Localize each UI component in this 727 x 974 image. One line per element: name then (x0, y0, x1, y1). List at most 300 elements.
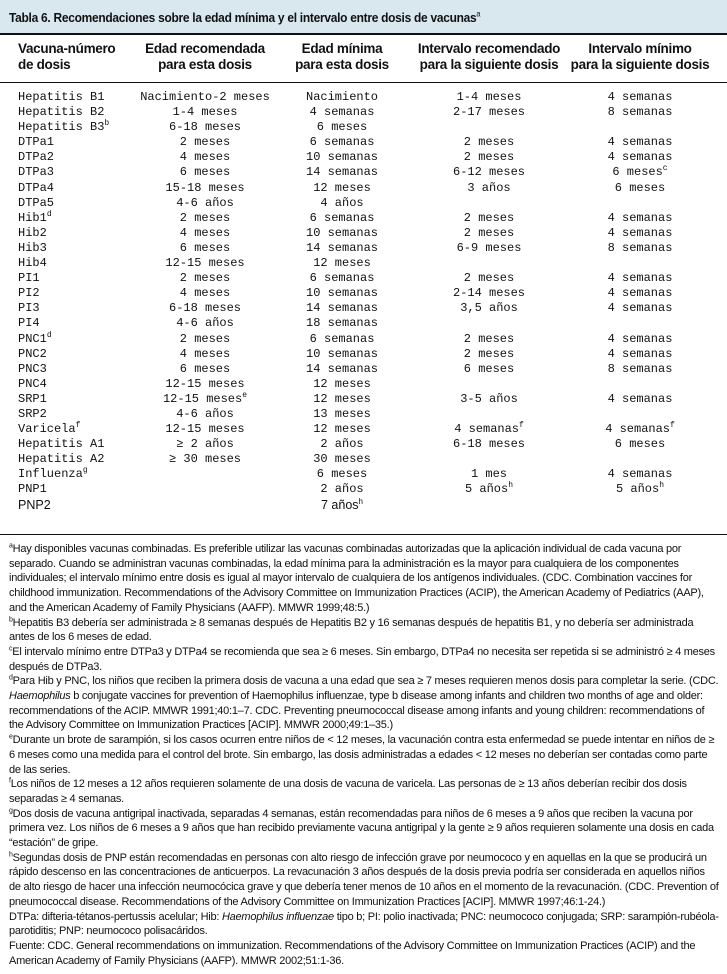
table-row (0, 196, 727, 211)
table-cell (18, 467, 88, 482)
cell-text: ≥ 2 años (176, 437, 234, 452)
cell-text: DTPa2 (18, 150, 55, 165)
cell-text: 10 semanas (305, 225, 379, 240)
table-cell (471, 467, 507, 482)
table-cell (18, 135, 54, 150)
table-cell (464, 226, 514, 241)
cell-text: PNC3 (18, 361, 47, 376)
table-cell (306, 226, 378, 241)
cell-text: 12-15 meses (162, 391, 243, 406)
table-row (0, 452, 727, 467)
table-cell (18, 422, 80, 437)
cell-text: 4 semanas (309, 105, 375, 120)
cell-text: Nacimiento-2 meses (140, 90, 270, 104)
table-row (0, 377, 727, 392)
table-cell (18, 105, 104, 120)
cell-text: Varicela (18, 422, 76, 437)
cell-text: 12 meses (313, 376, 371, 391)
table-cell (18, 332, 52, 347)
table-cell (306, 90, 378, 105)
footnote (9, 777, 719, 806)
table-cell (453, 105, 525, 120)
table-cell (453, 437, 525, 452)
table-row (0, 256, 727, 271)
cell-text: Hib3 (18, 240, 47, 255)
table-cell (460, 301, 518, 316)
table-cell (608, 211, 673, 226)
cell-text: Hepatitis B2 (18, 105, 105, 120)
cell-text: 3 años (467, 180, 511, 195)
table-cell (464, 135, 514, 150)
table-cell (608, 332, 673, 347)
cell-text: 2 meses (463, 210, 515, 225)
table-cell (18, 165, 54, 180)
cell-text: 6 meses (179, 361, 231, 376)
cell-text: 6 meses (463, 361, 515, 376)
footnote-marker: d (46, 330, 52, 340)
footnote-text: DTPa: difteria-tétanos-pertussis acelular; Hib: (9, 910, 222, 923)
cell-text: 4 semanas (607, 135, 673, 150)
footnote (9, 910, 719, 939)
table-cell (306, 286, 378, 301)
table-cell (18, 286, 40, 301)
table-row (0, 150, 727, 165)
table-cell (18, 226, 47, 241)
title-footnote-marker: a (476, 9, 481, 19)
footnote-marker: h (358, 496, 363, 506)
table-cell (313, 392, 371, 407)
footnote-marker: d (9, 674, 13, 682)
table-row (0, 241, 727, 256)
table-cell (608, 467, 673, 482)
table-cell (612, 165, 667, 180)
table-row (0, 467, 727, 482)
cell-text: Hib2 (18, 225, 47, 240)
cell-text: 8 semanas (607, 105, 673, 120)
cell-text: 2 meses (463, 150, 515, 165)
footnote-marker: f (9, 777, 11, 785)
cell-text: 2 meses (463, 271, 515, 286)
cell-text: 12-15 meses (165, 376, 245, 391)
footnote (9, 645, 719, 674)
table-cell (18, 437, 104, 452)
table-cell (18, 362, 47, 377)
table-cell (18, 271, 40, 286)
table-cell (18, 196, 54, 211)
footnote (9, 807, 719, 851)
table-cell (321, 498, 363, 513)
cell-text: 4 semanas (607, 346, 673, 361)
table-row (0, 362, 727, 377)
cell-text: Hib4 (18, 256, 47, 271)
header-line: para esta dosis (295, 57, 389, 72)
footnote-marker: e (242, 390, 248, 400)
table-row (0, 90, 727, 105)
header-line: Intervalo mínimo (588, 41, 692, 56)
header-line: para la siguiente dosis (419, 57, 559, 72)
cell-text: 1-4 meses (172, 105, 238, 120)
table-cell (464, 332, 514, 347)
cell-text: 6 semanas (309, 331, 375, 346)
cell-text: DTPa4 (18, 180, 55, 195)
header-line: Edad mínima (301, 41, 383, 56)
table-cell (465, 482, 513, 497)
cell-text: 2-17 meses (452, 105, 526, 120)
table-cell (18, 482, 47, 497)
table-body (0, 90, 727, 513)
header-line: de dosis (18, 57, 71, 72)
footnote-marker: h (9, 851, 13, 859)
table-cell (616, 482, 664, 497)
cell-text: 2 meses (463, 225, 515, 240)
table-cell (310, 211, 375, 226)
header-divider (0, 82, 727, 83)
table-cell (313, 377, 371, 392)
table-cell (306, 347, 378, 362)
cell-text: 6 meses (179, 240, 231, 255)
table-row (0, 211, 727, 226)
cell-text: 6 meses (179, 165, 231, 180)
header-line: para esta dosis (158, 57, 252, 72)
footnote (9, 616, 719, 645)
table-cell (180, 150, 230, 165)
table-cell (18, 301, 40, 316)
table-cell (608, 286, 673, 301)
table-cell (180, 271, 230, 286)
cell-text: 8 semanas (607, 361, 673, 376)
table-cell (180, 286, 230, 301)
cell-text: 2 meses (463, 346, 515, 361)
cell-text: 14 semanas (305, 361, 379, 376)
table-row (0, 407, 727, 422)
footnote-text: tipo b; PI: polio inactivada; PNC: neumococo conjugada; SRP: sarampión-rubéola-parotiditis; PNP: neumococo polisacáridos. (9, 910, 719, 938)
table-cell (18, 256, 47, 271)
footnote-text: Hepatitis B3 debería ser administrada ≥ 8 semanas después de Hepatitis B2 y 16 semanas después de hepatitis B1, y no debería ser administrada antes de los 6 meses de edad. (9, 616, 694, 644)
table-cell (453, 165, 525, 180)
table-cell (180, 211, 230, 226)
table-row (0, 301, 727, 316)
table-row (0, 120, 727, 135)
cell-text: 6 meses (614, 180, 666, 195)
header-line: Vacuna-número (18, 41, 116, 56)
cell-text: Nacimiento (305, 90, 379, 104)
cell-text: DTPa5 (18, 195, 55, 210)
cell-text: 6-12 meses (452, 165, 526, 180)
cell-text: Hepatitis B1 (18, 90, 105, 104)
table-row (0, 498, 727, 513)
table-cell (608, 150, 673, 165)
header-edad-recomendada (145, 41, 265, 81)
cell-text: 2 años (320, 437, 364, 452)
table-cell (457, 241, 522, 256)
table-cell (313, 422, 371, 437)
cell-text: 6 semanas (309, 135, 375, 150)
table-cell (165, 377, 244, 392)
table-cell (18, 452, 104, 467)
table-cell (608, 392, 673, 407)
cell-text: 14 semanas (305, 301, 379, 316)
cell-text: 6 meses (316, 467, 368, 482)
footnote-marker: c (662, 164, 668, 174)
table-cell (18, 316, 40, 331)
table-cell (608, 135, 673, 150)
table-row (0, 422, 727, 437)
table-cell (608, 362, 673, 377)
table-cell (313, 256, 371, 271)
cell-text: 12 meses (313, 391, 371, 406)
cell-text: 4 semanas (607, 391, 673, 406)
table-cell (169, 120, 241, 135)
table-row (0, 105, 727, 120)
table-cell (457, 90, 522, 105)
table-cell (180, 226, 230, 241)
cell-text: 6-18 meses (168, 120, 242, 135)
footnote (9, 733, 719, 777)
table-cell (18, 347, 47, 362)
table-cell (176, 196, 234, 211)
cell-text: 6 meses (316, 120, 368, 135)
table-row (0, 437, 727, 452)
cell-text: Hepatitis B3 (18, 120, 105, 135)
footnote-text: Dos dosis de vacuna antigripal inactivada, separadas 4 semanas, están recomendadas para niños de 6 meses a 9 años que reciben la vacuna por primera vez. Los niños de 6 meses a 9 años que han recibido previamente vacuna antigripal y la gente ≥ 9 años requieren solamente una dosis en cada “estación” de gripe. (9, 807, 714, 850)
footnote (9, 674, 719, 733)
table-cell (608, 271, 673, 286)
cell-text: 2 años (320, 482, 364, 497)
cell-text: DTPa3 (18, 165, 55, 180)
cell-text: ≥ 30 meses (168, 452, 242, 467)
cell-text: 2 meses (179, 210, 231, 225)
table-cell (18, 241, 47, 256)
header-line: Intervalo recomendado (417, 41, 561, 56)
footnote-marker: h (508, 481, 514, 491)
cell-text: 5 años (464, 482, 509, 497)
cell-text: PNP1 (18, 482, 47, 497)
cell-text: 4 meses (179, 286, 231, 301)
cell-text: 12 meses (313, 422, 371, 437)
cell-text: 4 semanas (607, 286, 673, 301)
cell-text: 2 meses (179, 135, 231, 150)
table-cell (306, 150, 378, 165)
footnote-text: Hay disponibles vacunas combinadas. Es preferible utilizar las vacunas combinadas autorizadas que la aplicación individual de cada vacuna por separado. Cuando se administran vacunas combinadas, la edad mínima para la administración es la mayor para cualquiera de los componentes individuales; el intervalo mínimo entre dosis es igual al mayor intervalo de cualquiera de los antígenos individuales. (CDC. Combination vaccines for childhood immunization. Recommendations of the Advisory Committee on Immunization Practices (ACIP), the American Academy of Pediatrics (AAP), and the American Academy of Family Physicians (AAFP). MMWR 1999;48:5.) (9, 543, 704, 614)
cell-text: 2 meses (179, 271, 231, 286)
cell-text: 10 semanas (305, 286, 379, 301)
cell-text: 2-14 meses (452, 286, 526, 301)
table-cell (320, 196, 363, 211)
table-cell (180, 347, 230, 362)
table-cell (180, 241, 230, 256)
table-cell (310, 105, 375, 120)
footnote-marker: f (75, 421, 81, 431)
table-cell (464, 150, 514, 165)
header-line: Edad recomendada (145, 41, 265, 56)
table-bottom-divider (0, 534, 727, 535)
table-cell (180, 135, 230, 150)
footnote-marker: e (9, 733, 13, 741)
cell-text: 4 semanas (607, 271, 673, 286)
table-cell (317, 467, 367, 482)
cell-text: PI1 (18, 271, 40, 286)
footnote-text: Durante un brote de sarampión, si los casos ocurren entre niños de < 12 meses, la vacunación contra esta enfermedad se puede intentar en niños de ≥ 6 meses como una medida para el control del brote. Sin embargo, las dosis administradas a edades < 12 meses no deberían ser contadas como parte de las series. (9, 734, 715, 776)
cell-text: 4-6 años (176, 316, 234, 331)
table-cell (313, 181, 371, 196)
table-cell (18, 120, 109, 135)
cell-text: 4 meses (179, 346, 231, 361)
footnotes (9, 542, 719, 968)
table-cell (176, 437, 234, 452)
footnote-text: Haemophilus influenzae (221, 910, 334, 923)
cell-text: 4 semanas (607, 331, 673, 346)
table-cell (180, 332, 230, 347)
footnote-marker: a (9, 542, 13, 550)
table-cell (180, 165, 230, 180)
table-title-text: Tabla 6. Recomendaciones sobre la edad mínima y el intervalo entre dosis de vacunas (9, 10, 477, 25)
table-cell (320, 482, 363, 497)
footnote-text: Segundas dosis de PNP están recomendadas en personas con alto riesgo de infección grave por neumococo y en aquellas en la que se producirá un rápido descenso en las concentraciones de anticuerpos. La revacunación 3 años después de la dosis previa podría ser considerada en aquellos niños de alto riesgo de hacer una infección neumocócica grave y que debería tener menos de 10 años en el momento de la revacunación. (CDC. Prevention of pneumococcal disease. Recommendations of the Advisory Committee on Immunization Practices [ACIP]. MMWR 1997;46:1-24.) (9, 851, 719, 908)
cell-text: 8 semanas (607, 240, 673, 255)
cell-text: 6-9 meses (456, 240, 522, 255)
table-cell (306, 301, 378, 316)
footnote (9, 939, 719, 968)
footnote-text: Fuente: CDC. General recommendations on immunization. Recommendations of the Advisory Committee on Immunization Practices (ACIP) and the American Academy of Family Physicians (AAFP). MMWR 2002;51:1-36. (9, 939, 696, 967)
footnote-marker: g (9, 807, 13, 814)
table-cell (18, 392, 47, 407)
footnote-marker: f (670, 421, 675, 431)
table-cell (320, 437, 363, 452)
table-cell (18, 150, 54, 165)
table-cell (18, 498, 51, 513)
cell-text: 3-5 años (460, 391, 518, 406)
table-cell (18, 377, 47, 392)
cell-text: Influenza (18, 467, 83, 482)
cell-text: PI2 (18, 286, 40, 301)
table-cell (306, 362, 378, 377)
header-line: para la siguiente dosis (570, 57, 710, 72)
table-cell (165, 422, 244, 437)
cell-text: PI3 (18, 301, 40, 316)
cell-text: 4 semanas (607, 210, 673, 225)
table-cell (460, 392, 518, 407)
cell-text: 5 años (615, 482, 660, 497)
table-cell (467, 181, 510, 196)
cell-text: Hepatitis A2 (18, 452, 105, 467)
cell-text: 6 semanas (309, 210, 375, 225)
cell-text: 14 semanas (305, 165, 379, 180)
table-cell (306, 241, 378, 256)
footnote-text: Los niños de 12 meses a 12 años requieren solamente de una dosis de vacuna de varicela. Las personas de ≥ 13 años deberían recibir dos dosis separadas ≥ 4 semanas. (9, 778, 687, 805)
table-row (0, 226, 727, 241)
table-cell (310, 332, 375, 347)
table-cell (313, 407, 371, 422)
table-row (0, 347, 727, 362)
footnote-marker: b (9, 615, 13, 623)
table-row (0, 271, 727, 286)
table-cell (605, 422, 675, 437)
footnote (9, 542, 719, 616)
header-edad-minima (295, 41, 389, 81)
footnote-text: Haemophilus (9, 690, 71, 703)
cell-text: PNC2 (18, 346, 47, 361)
table-cell (165, 181, 244, 196)
cell-text: 2 meses (463, 331, 515, 346)
table-cell (173, 105, 238, 120)
table-cell (176, 407, 234, 422)
cell-text: 18 semanas (305, 316, 379, 331)
cell-text: PNC1 (18, 331, 47, 346)
table-row (0, 286, 727, 301)
cell-text: 1-4 meses (456, 90, 522, 104)
footnote-marker: b (104, 119, 110, 129)
footnote-text: b conjugate vaccines for prevention of Haemophilus influenzae, type b disease among infants and children two months of age and older: recommendations of the ACIP. MMWR 1991;40:1–7. CDC. Preventing pneumococcal disease among infants and young children: recommendations of the Advisory Committee on Immunization Practices [ACIP]. MMWR 2000;49:1–35.) (9, 690, 705, 732)
cell-text: 4 semanas (607, 90, 673, 104)
table-cell (180, 362, 230, 377)
cell-text: 4 semanas (607, 301, 673, 316)
footnote-marker: h (659, 481, 665, 491)
cell-text: 4 semanas (605, 422, 670, 437)
table-cell (140, 90, 270, 105)
table-cell (176, 316, 234, 331)
cell-text: 1 mes (470, 467, 508, 482)
cell-text: PI4 (18, 316, 40, 331)
header-intervalo-recomendado (418, 41, 560, 81)
footnote-marker: f (519, 421, 524, 431)
table-cell (608, 226, 673, 241)
table-cell (18, 90, 104, 105)
table-row (0, 482, 727, 497)
cell-text: 6-18 meses (168, 301, 242, 316)
cell-text: 3,5 años (460, 301, 518, 316)
table-cell (464, 362, 514, 377)
table-cell (169, 452, 241, 467)
cell-text: 4 meses (179, 225, 231, 240)
table-cell (615, 437, 665, 452)
cell-text: 4 semanas (607, 150, 673, 165)
cell-text: 6 meses (612, 165, 663, 180)
table-cell (313, 452, 371, 467)
table-row (0, 332, 727, 347)
cell-text: SRP2 (18, 406, 47, 421)
table-cell (608, 347, 673, 362)
cell-text: 4 semanas (607, 225, 673, 240)
cell-text: 30 meses (313, 452, 371, 467)
cell-text: PNP2 (18, 497, 51, 512)
cell-text: 12 meses (313, 256, 371, 271)
table-cell (608, 241, 673, 256)
footnote (9, 851, 719, 910)
cell-text: DTPa1 (18, 135, 55, 150)
table-cell (18, 181, 54, 196)
table-row (0, 316, 727, 331)
cell-text: 4 semanas (454, 422, 519, 437)
table-cell (306, 316, 378, 331)
table-cell (169, 301, 241, 316)
footnote-marker: g (82, 466, 88, 476)
cell-text: SRP1 (18, 391, 47, 406)
table-row (0, 135, 727, 150)
table-cell (163, 392, 247, 407)
cell-text: 4 semanas (607, 467, 673, 482)
cell-text: PNC4 (18, 376, 47, 391)
cell-text: 12 meses (313, 180, 371, 195)
cell-text: 6-18 meses (452, 437, 526, 452)
footnote-marker: c (9, 645, 13, 653)
cell-text: 12-15 meses (165, 422, 245, 437)
table-cell (18, 211, 52, 226)
table-cell (453, 286, 525, 301)
table-cell (464, 271, 514, 286)
table-title (9, 10, 480, 25)
cell-text: 7 años (321, 497, 359, 512)
table-cell (310, 135, 375, 150)
